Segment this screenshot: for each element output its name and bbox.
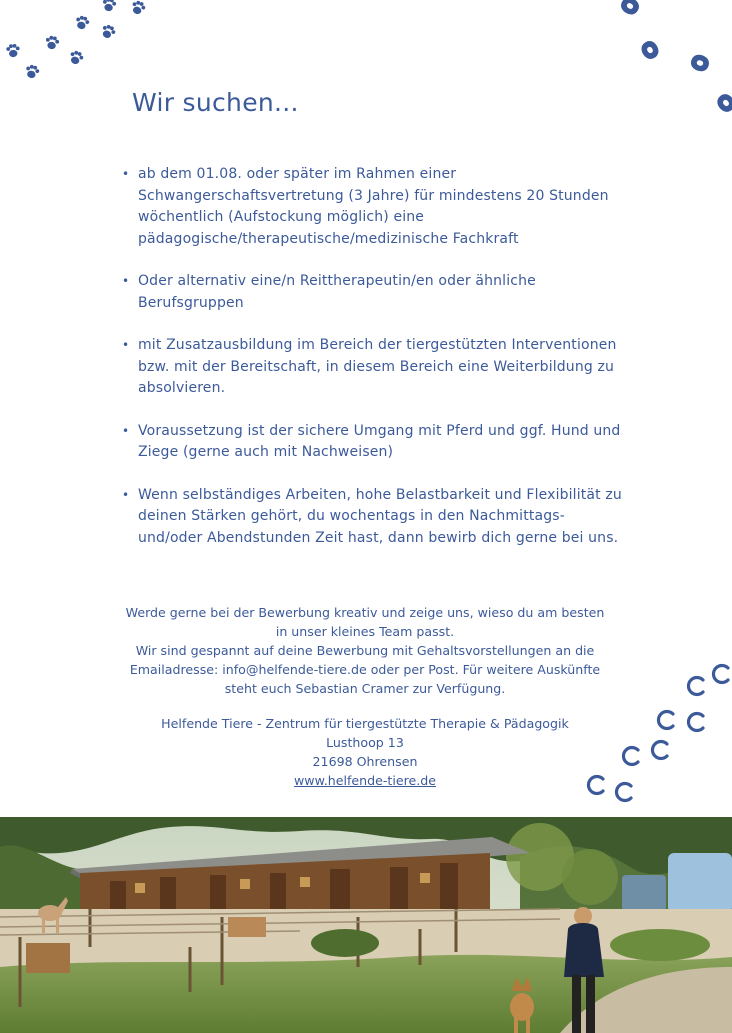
list-item: • Wenn selbständiges Arbeiten, hohe Belastbarkeit und Flexibilität zu deinen Stärken gehört, du wochentags in den Nachmittags- und/oder Abendstunden Zeit hast, dann bewirb dich gerne bei uns.: [138, 485, 628, 550]
city-address: 21698 Ohrensen: [312, 754, 418, 769]
website-link[interactable]: www.helfende-tiere.de: [293, 773, 436, 788]
list-item: • mit Zusatzausbildung im Bereich der tiergestützten Interventionen bzw. mit der Bereitschaft, in diesem Bereich eine Weiterbildung zu absolvieren.: [138, 335, 628, 400]
page-title: Wir suchen...: [132, 88, 299, 117]
paw-prints-icon: [6, 0, 147, 80]
hoof-prints-icon: [618, 0, 732, 115]
list-item: • ab dem 01.08. oder später im Rahmen einer Schwangerschaftsvertretung (3 Jahre) für mindestens 20 Stunden wöchentlich (Aufstockung möglich) eine pädagogische/therapeutische/medizinische Fachkraft: [138, 164, 628, 250]
farm-photo: [0, 817, 732, 1033]
organization-name: Helfende Tiere - Zentrum für tiergestützte Therapie & Pädagogik: [161, 716, 569, 731]
closing-line: Werde gerne bei der Bewerbung kreativ und zeige uns, wieso du am besten in unser kleines Team passt.: [125, 605, 605, 639]
contact-address: [120, 714, 610, 790]
closing-text: [120, 603, 610, 698]
requirements-list: [138, 164, 628, 570]
closing-line: Wir sind gespannt auf deine Bewerbung mit Gehaltsvorstellungen an die Emailadresse: info@helfende-tiere.de oder per Post. Für weitere Auskünfte steht euch Sebastian Cramer zur Verfügung.: [129, 643, 601, 696]
street-address: Lusthoop 13: [326, 735, 404, 750]
list-item: • Voraussetzung ist der sichere Umgang mit Pferd und ggf. Hund und Ziege (gerne auch mit Nachweisen): [138, 421, 628, 464]
list-item: • Oder alternativ eine/n Reittherapeutin/en oder ähnliche Berufsgruppen: [138, 271, 628, 314]
